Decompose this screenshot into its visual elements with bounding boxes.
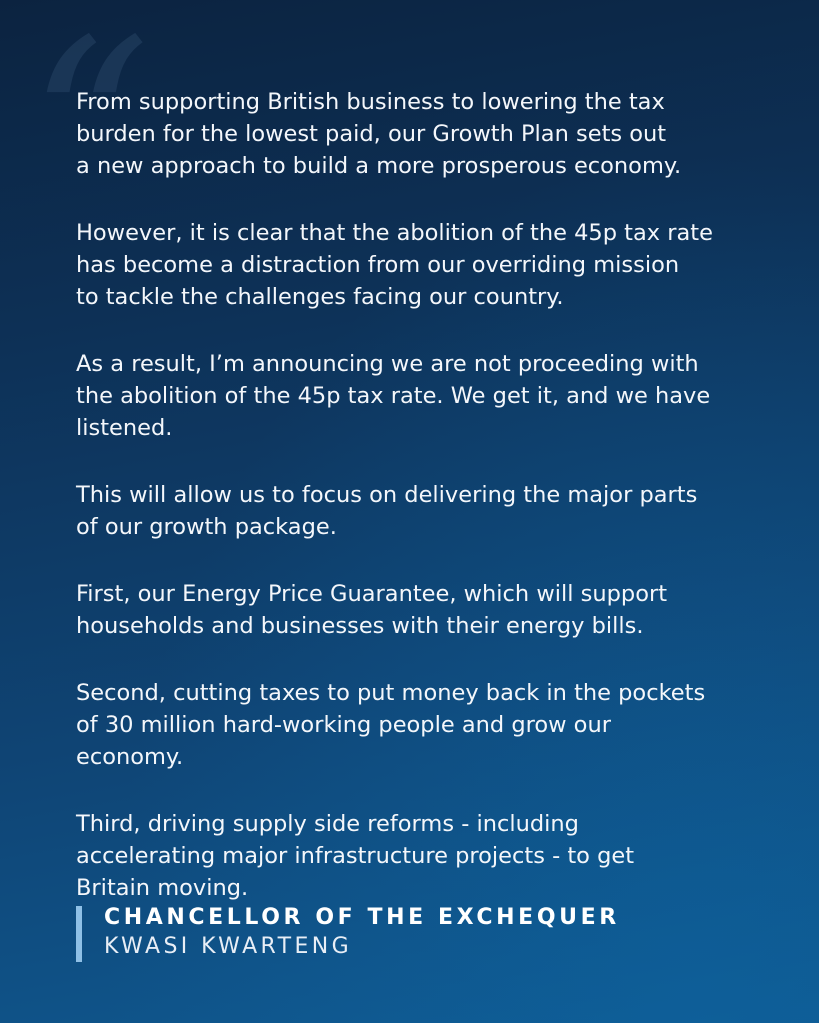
attribution-text	[104, 904, 620, 962]
attribution-role: CHANCELLOR OF THE EXCHEQUER	[104, 905, 620, 930]
quotation-mark-icon: “	[28, 0, 151, 268]
quote-paragraph: From supporting British business to lowering the tax burden for the lowest paid, our Growth Plan sets out a new approach to build a more prosperous economy.	[76, 89, 682, 179]
quote-paragraph: As a result, I’m announcing we are not proceeding with the abolition of the 45p tax rate. We get it, and we have listened.	[76, 351, 711, 441]
attribution-name: KWASI KWARTENG	[104, 934, 353, 959]
quote-paragraph: This will allow us to focus on delivering the major parts of our growth package.	[76, 482, 698, 540]
quote-paragraph: Second, cutting taxes to put money back in the pockets of 30 million hard-working people and grow our economy.	[76, 680, 706, 770]
quote-body	[76, 86, 776, 939]
attribution-accent-bar	[76, 906, 82, 962]
attribution	[76, 904, 620, 962]
quote-paragraph: However, it is clear that the abolition of the 45p tax rate has become a distraction from our overriding mission to tackle the challenges facing our country.	[76, 220, 713, 310]
quote-paragraph: Third, driving supply side reforms - including accelerating major infrastructure projects - to get Britain moving.	[76, 811, 635, 901]
quote-paragraph: First, our Energy Price Guarantee, which will support households and businesses with their energy bills.	[76, 581, 668, 639]
